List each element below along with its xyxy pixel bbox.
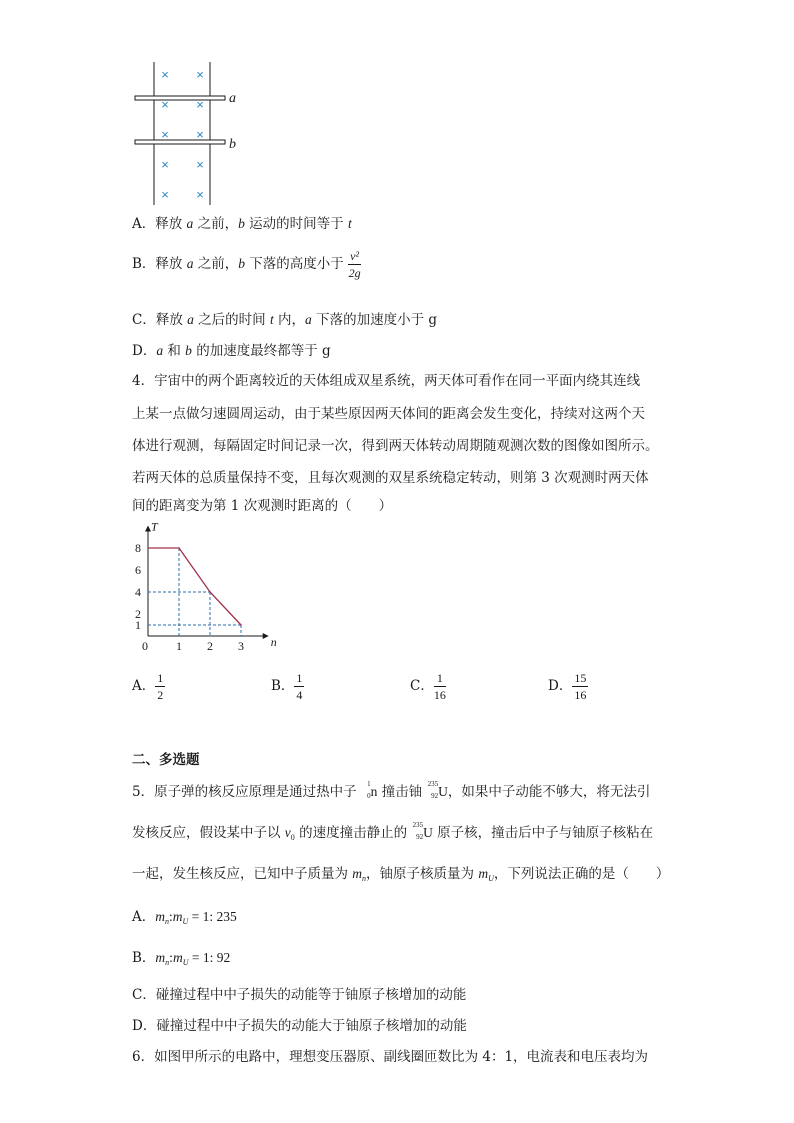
section-heading-multiple-choice: 二、多选题 bbox=[132, 752, 200, 768]
q3-option-a: A．释放 a 之前，b 运动的时间等于 t bbox=[132, 216, 352, 232]
x-axis-label: n bbox=[270, 635, 277, 649]
fraction-v2-2g: $\frac{\text{v²}}{2g}$ bbox=[348, 249, 361, 280]
q5-option-c: C．碰撞过程中中子损失的动能等于铀原子核增加的动能 bbox=[132, 987, 467, 1003]
q4-line-2: 上某一点做匀速圆周运动，由于某些原因两天体间的距离会发生变化，持续对这两个天 bbox=[132, 406, 645, 422]
q4-line-3: 体进行观测，每隔固定时间记录一次，得到两天体转动周期随观测次数的图像如图所示。 bbox=[132, 438, 659, 454]
data-point bbox=[240, 624, 242, 626]
q4-option-a: A． $\frac{1}{2}$ bbox=[132, 671, 164, 702]
series-line-T bbox=[148, 548, 241, 625]
data-point bbox=[147, 547, 149, 549]
magnetic-field-mark-icon: × bbox=[196, 127, 204, 142]
q5-option-d: D．碰撞过程中中子损失的动能大于铀原子核增加的动能 bbox=[132, 1018, 467, 1034]
data-point bbox=[209, 591, 211, 593]
y-axis-label: T bbox=[151, 519, 158, 534]
magnetic-field-mark-icon: × bbox=[196, 67, 204, 82]
y-tick-label: 8 bbox=[135, 541, 141, 555]
q3-option-d: D．a 和 b 的加速度最终都等于 g bbox=[132, 343, 331, 359]
magnetic-field-mark-icon: × bbox=[161, 127, 169, 142]
q4-option-d: D． $\frac{15}{16}$ bbox=[548, 671, 587, 702]
q5-line-3: 一起，发生核反应，已知中子质量为 $m_n$，铀原子核质量为 $m_U$，下列说法正确的是（ ） bbox=[132, 866, 670, 883]
magnetic-field-mark-icon: × bbox=[161, 187, 169, 202]
q6-line-1: 6．如图甲所示的电路中，理想变压器原、副线圈匝数比为 4：1，电流表和电压表均为 bbox=[132, 1049, 649, 1065]
q4-line-5: 间的距离变为第 1 次观测时距离的（ ） bbox=[132, 498, 393, 514]
magnetic-field-mark-icon: × bbox=[161, 97, 169, 112]
q5-line-2: 发核反应，假设某中子以 $v_0$ 的速度撞击静止的 235 92 U 原子核，撞击后中子与铀原子核粘在 bbox=[132, 821, 654, 842]
y-tick-label: 2 bbox=[135, 607, 141, 621]
label-a: a bbox=[229, 91, 236, 106]
x-tick-label: 2 bbox=[207, 639, 213, 653]
x-tick-label: 3 bbox=[238, 639, 244, 653]
data-point bbox=[178, 547, 180, 549]
q5-option-b: B．$m_n:m_U = 1$: 92 bbox=[132, 950, 231, 967]
magnetic-field-mark-icon: × bbox=[196, 97, 204, 112]
x-tick-label: 1 bbox=[176, 639, 182, 653]
magnetic-field-mark-icon: × bbox=[196, 157, 204, 172]
q3-option-c: C．释放 a 之后的时间 t 内，a 下落的加速度小于 g bbox=[132, 312, 438, 328]
x-axis-arrow-icon bbox=[263, 633, 269, 639]
q3-option-b: B．释放 a 之前，b 下落的高度小于 $\frac{\text{v²}}{2g}$ bbox=[132, 249, 361, 280]
magnetic-field-mark-icon: × bbox=[161, 67, 169, 82]
y-tick-label: 6 bbox=[135, 563, 141, 577]
q5-line-1: 5．原子弹的核反应原理是通过热中子 1 0 n 撞击铀 235 92 U，如果中子动能不够大，将无法引 bbox=[132, 780, 651, 800]
label-b: b bbox=[229, 137, 236, 152]
magnetic-field-mark-icon: × bbox=[161, 157, 169, 172]
rod-a bbox=[135, 96, 225, 100]
q4-line-1: 4．宇宙中的两个距离较近的天体组成双星系统，两天体可看作在同一平面内绕其连线 bbox=[132, 373, 641, 389]
magnetic-field-mark-icon: × bbox=[196, 187, 204, 202]
x-tick-label: 0 bbox=[142, 639, 148, 653]
rod-b bbox=[135, 140, 225, 144]
y-tick-label: 4 bbox=[135, 585, 141, 599]
q4-option-c: C． $\frac{1}{16}$ bbox=[410, 671, 446, 702]
q4-option-b: B． $\frac{1}{4}$ bbox=[271, 671, 303, 702]
y-tick-label: 1 bbox=[135, 618, 141, 632]
q5-option-a: A．$m_n:m_U = 1$: 235 bbox=[132, 909, 237, 926]
rails-figure bbox=[130, 60, 250, 210]
period-vs-observation-chart bbox=[128, 518, 288, 658]
q4-line-4: 若两天体的总质量保持不变，且每次观测的双星系统稳定转动，则第 3 次观测时两天体 bbox=[132, 470, 649, 486]
